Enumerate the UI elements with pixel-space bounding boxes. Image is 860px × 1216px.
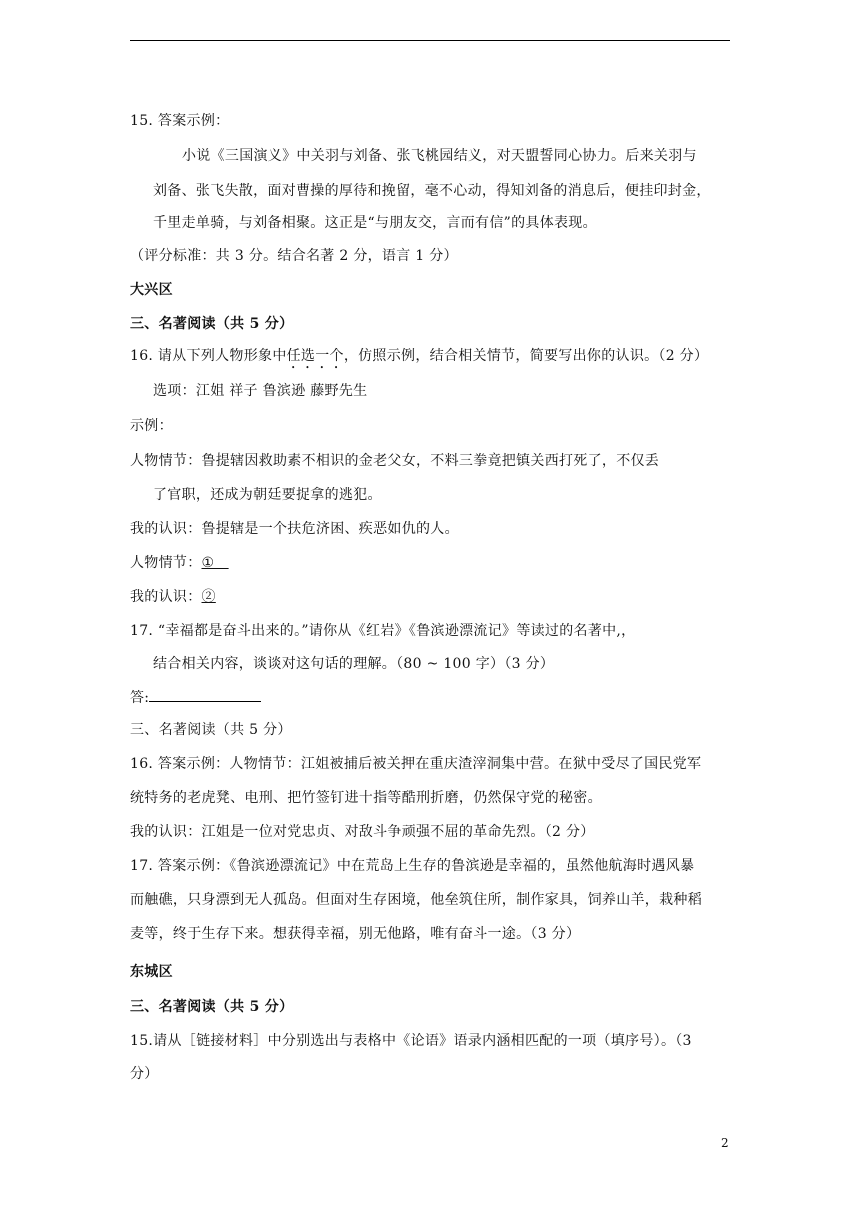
example-understanding: 我的认识：鲁提辖是一个扶危济困、疾恶如仇的人。	[130, 521, 459, 537]
answer-label: 答:	[130, 690, 150, 706]
district-daxing: 大兴区	[130, 282, 173, 298]
answer-16-understanding: 我的认识：江姐是一位对党忠贞、对敌斗争顽强不屈的革命先烈。（2 分）	[130, 824, 595, 840]
answer-17-text-3: 麦等，终于生存下来。想获得幸福，别无他路，唯有奋斗一途。（3 分）	[130, 926, 581, 942]
answer-17-text-1: 17. 答案示例：《鲁滨逊漂流记》中在荒岛上生存的鲁滨逊是幸福的，虽然他航海时遇风暴	[130, 858, 695, 874]
answer-field	[130, 687, 261, 708]
section-heading-dongcheng: 三、名著阅读（共 5 分）	[130, 999, 294, 1015]
answer-15-text-3: 千里走单骑，与刘备相聚。这正是“与朋友交，言而有信”的具体表现。	[153, 215, 597, 231]
header-rule	[130, 40, 730, 41]
answer-16-text-1: 16. 答案示例：人物情节：江姐被捕后被关押在重庆渣滓洞集中营。在狱中受尽了国民党军	[130, 756, 702, 772]
question-16-options: 选项：江姐 祥子 鲁滨逊 藤野先生	[153, 383, 368, 399]
question-17-cont: 结合相关内容，谈谈对这句话的理解。（80 ~ 100 字）（3 分）	[153, 656, 555, 672]
question-16-part-c: ，仿照示例，结合相关情节，简要写出你的认识。（2 分）	[343, 348, 709, 364]
answer-line-understanding-label: 我的认识：	[130, 589, 202, 605]
blank-1[interactable]: ①	[201, 555, 229, 571]
example-plot-2: 了官职，还成为朝廷要捉拿的逃犯。	[153, 487, 382, 503]
answer-blank[interactable]	[149, 687, 261, 702]
question-16-part-a: 16. 请从下列人物形象中	[130, 348, 287, 364]
question-17: 17. “幸福都是奋斗出来的。”请你从《红岩》《鲁滨逊漂流记》等读过的名著中,，	[130, 623, 636, 639]
answer-17-text-2: 而触礁，只身漂到无人孤岛。但面对生存困境，他垒筑住所，制作家具，饲养山羊，栽种稻	[130, 892, 702, 908]
scoring-note: （评分标准：共 3 分。结合名著 2 分，语言 1 分）	[130, 248, 458, 264]
page-number: 2	[721, 1136, 729, 1150]
example-label: 示例：	[130, 418, 173, 434]
answer-15-text-1: 小说《三国演义》中关羽与刘备、张飞桃园结义，对天盟誓同心协力。后来关羽与	[182, 148, 697, 164]
question-15-dongcheng: 15.请从［链接材料］中分别选出与表格中《论语》语录内涵相匹配的一项（填序号）。（3	[130, 1033, 692, 1049]
question-16-emphasis: 任选一个	[286, 348, 344, 364]
question-16	[130, 346, 708, 372]
section-heading-daxing: 三、名著阅读（共 5 分）	[130, 316, 294, 332]
answer-15-heading: 15. 答案示例：	[130, 113, 230, 129]
answer-15-text-2: 刘备、张飞失散，面对曹操的厚待和挽留，毫不心动，得知刘备的消息后，便挂印封金，	[153, 183, 711, 199]
example-plot-1: 人物情节：鲁提辖因救助素不相识的金老父女，不料三拳竟把镇关西打死了，不仅丢	[130, 453, 660, 469]
section-heading-daxing-answers: 三、名著阅读（共 5 分）	[130, 722, 292, 738]
district-dongcheng: 东城区	[130, 964, 173, 980]
answer-line-plot-label: 人物情节：	[130, 555, 202, 571]
answer-line-understanding	[130, 587, 216, 607]
answer-16-text-2: 统特务的老虎凳、电刑、把竹签钉进十指等酷刑折磨，仍然保守党的秘密。	[130, 790, 602, 806]
question-15-dongcheng-cont: 分）	[130, 1066, 159, 1082]
answer-line-plot	[130, 553, 240, 573]
blank-2[interactable]: ②	[201, 589, 216, 605]
